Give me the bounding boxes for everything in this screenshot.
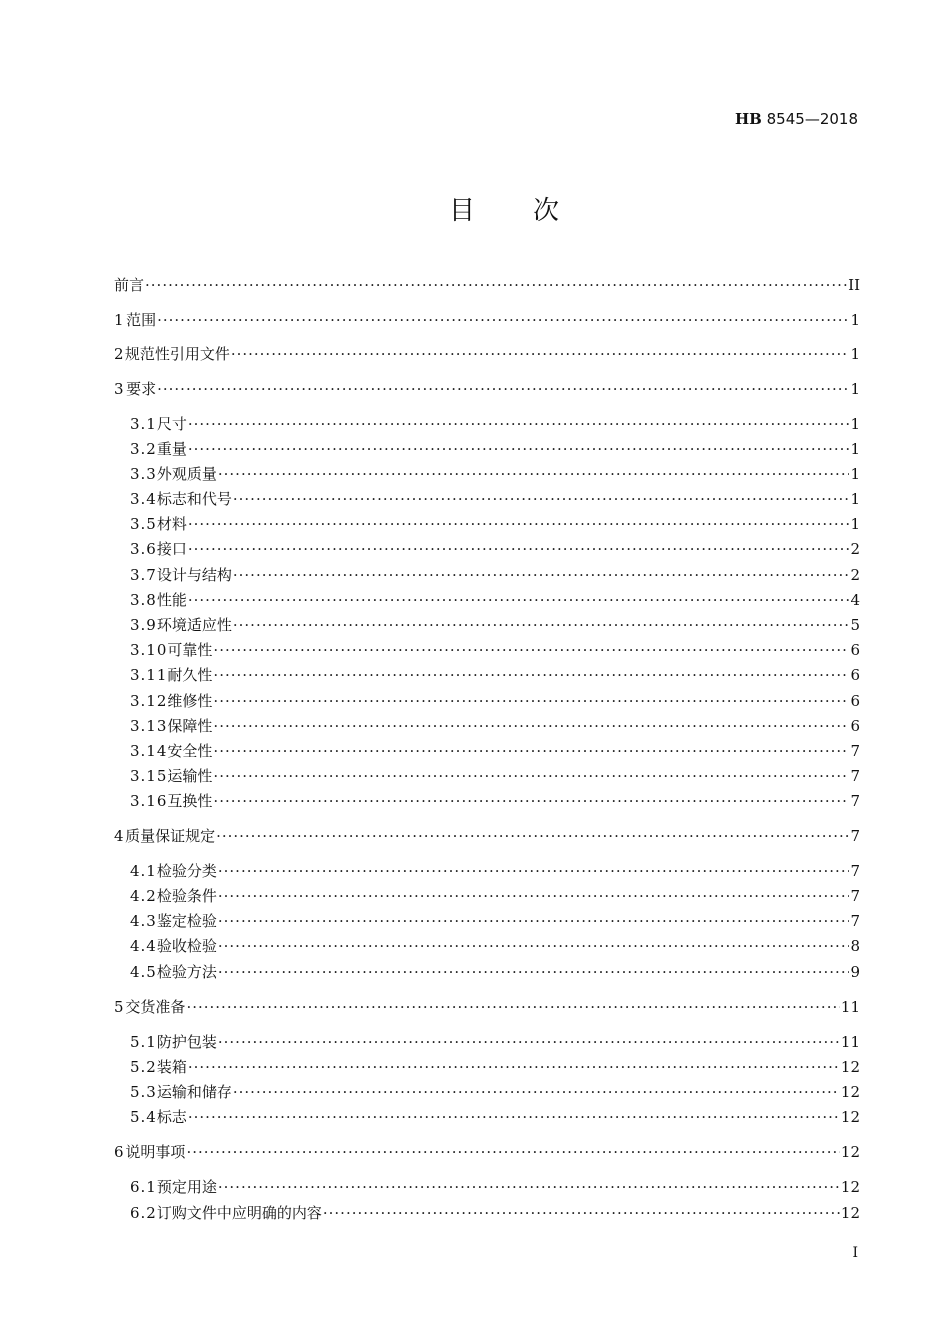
toc-entry-page: 1 xyxy=(850,345,860,363)
toc-dot-leader xyxy=(323,1202,840,1224)
toc-entry-number: 1 xyxy=(114,311,125,329)
toc-entry-label: 鉴定检验 xyxy=(156,912,217,930)
toc-entry-label: 保障性 xyxy=(167,717,213,735)
toc-entry-number: 5.3 xyxy=(130,1083,157,1101)
toc-entry-number: 3.12 xyxy=(130,692,168,710)
toc-entry-page: 1 xyxy=(850,415,860,433)
toc-entry[interactable] xyxy=(130,740,860,762)
toc-dot-leader xyxy=(218,910,850,932)
toc-entry[interactable] xyxy=(114,274,860,296)
toc-entry-number: 4.4 xyxy=(130,937,157,955)
toc-entry-number: 5 xyxy=(114,998,125,1016)
toc-entry[interactable] xyxy=(130,1202,860,1224)
toc-entry[interactable] xyxy=(114,343,860,365)
toc-entry-page: 11 xyxy=(840,1033,860,1051)
toc-dot-leader xyxy=(188,1056,840,1078)
toc-entry-page: 7 xyxy=(850,827,860,845)
toc-entry-page: 1 xyxy=(850,465,860,483)
toc-entry-page: 7 xyxy=(850,862,860,880)
toc-dot-leader xyxy=(213,765,849,787)
toc-dot-leader xyxy=(213,740,849,762)
toc-entry-page: 7 xyxy=(850,887,860,905)
toc-entry-number: 2 xyxy=(114,345,125,363)
toc-entry-page: 6 xyxy=(850,692,860,710)
toc-entry-page: 5 xyxy=(850,616,860,634)
toc-entry-label: 检验分类 xyxy=(156,862,217,880)
toc-entry-number: 5.4 xyxy=(130,1108,157,1126)
toc-entry[interactable] xyxy=(130,935,860,957)
standard-prefix: HB xyxy=(735,110,762,128)
toc-entry-page: 6 xyxy=(850,641,860,659)
toc-entry-number: 3.15 xyxy=(130,767,168,785)
toc-entry[interactable] xyxy=(130,538,860,560)
toc-entry-page: 6 xyxy=(850,717,860,735)
toc-entry-number: 3.16 xyxy=(130,792,168,810)
toc-entry-label: 订购文件中应明确的内容 xyxy=(156,1204,322,1222)
toc-entry[interactable] xyxy=(130,910,860,932)
toc-dot-leader xyxy=(186,996,839,1018)
toc-entry-number: 3.10 xyxy=(130,641,168,659)
toc-entry-label: 性能 xyxy=(156,591,187,609)
toc-entry[interactable] xyxy=(130,715,860,737)
toc-entry-page: 12 xyxy=(840,1083,860,1101)
toc-entry-number: 5.1 xyxy=(130,1033,157,1051)
toc-entry-page: 4 xyxy=(850,591,860,609)
toc-entry-label: 耐久性 xyxy=(167,666,213,684)
toc-entry[interactable] xyxy=(130,1176,860,1198)
toc-dot-leader xyxy=(188,413,850,435)
toc-dot-leader xyxy=(233,614,850,636)
toc-dot-leader xyxy=(218,935,850,957)
toc-entry[interactable] xyxy=(130,639,860,661)
toc-entry-page: 12 xyxy=(840,1204,860,1222)
standard-code: 8545—2018 xyxy=(766,110,858,128)
toc-dot-leader xyxy=(216,825,849,847)
toc-entry-number: 5.2 xyxy=(130,1058,157,1076)
toc-dot-leader xyxy=(218,1176,840,1198)
toc-entry[interactable] xyxy=(114,825,860,847)
toc-entry-number: 4.1 xyxy=(130,862,157,880)
toc-entry-label: 运输性 xyxy=(167,767,213,785)
toc-entry-label: 前言 xyxy=(114,276,145,294)
toc-entry[interactable] xyxy=(130,564,860,586)
toc-dot-leader xyxy=(231,343,850,365)
toc-entry-number: 3.11 xyxy=(130,666,168,684)
toc-entry-page: 1 xyxy=(850,440,860,458)
toc-entry-label: 材料 xyxy=(156,515,187,533)
toc-entry-page: 1 xyxy=(850,380,860,398)
toc-entry-page: 12 xyxy=(840,1178,860,1196)
page-title: 目次 xyxy=(448,196,617,226)
toc-dot-leader xyxy=(218,885,850,907)
toc-dot-leader xyxy=(213,639,849,661)
toc-dot-leader xyxy=(157,309,849,331)
toc-entry-number: 6.1 xyxy=(130,1178,157,1196)
toc-entry-page: 2 xyxy=(850,566,860,584)
toc-entry[interactable] xyxy=(130,589,860,611)
toc-entry-page: 12 xyxy=(840,1058,860,1076)
toc-entry[interactable] xyxy=(114,996,860,1018)
toc-dot-leader xyxy=(213,790,849,812)
toc-entry[interactable] xyxy=(114,1141,860,1163)
toc-dot-leader xyxy=(218,463,850,485)
toc-entry-number: 3.7 xyxy=(130,566,157,584)
toc-entry-number: 4.5 xyxy=(130,963,157,981)
toc-entry-label: 标志和代号 xyxy=(156,490,232,508)
toc-dot-leader xyxy=(145,274,847,296)
toc-dot-leader xyxy=(213,664,849,686)
toc-entry-label: 可靠性 xyxy=(167,641,213,659)
toc-entry[interactable] xyxy=(130,1031,860,1053)
toc-dot-leader xyxy=(233,564,850,586)
toc-entry-label: 设计与结构 xyxy=(156,566,232,584)
toc-dot-leader xyxy=(218,961,850,983)
toc-entry-label: 运输和储存 xyxy=(156,1083,232,1101)
toc-entry-label: 接口 xyxy=(156,540,187,558)
toc-entry-page: 7 xyxy=(850,742,860,760)
toc-entry-number: 4.2 xyxy=(130,887,157,905)
toc-entry-number: 3 xyxy=(114,380,125,398)
toc-entry-number: 3.9 xyxy=(130,616,157,634)
toc-entry-label: 交货准备 xyxy=(125,998,186,1016)
toc-entry[interactable] xyxy=(130,664,860,686)
toc-entry-number: 4.3 xyxy=(130,912,157,930)
toc-entry-label: 重量 xyxy=(156,440,187,458)
toc-entry-page: 2 xyxy=(850,540,860,558)
toc-entry[interactable] xyxy=(130,413,860,435)
toc-entry-page: 1 xyxy=(850,515,860,533)
toc-entry-page: 7 xyxy=(850,792,860,810)
toc-entry-number: 3.6 xyxy=(130,540,157,558)
toc-entry[interactable] xyxy=(130,1106,860,1128)
toc-entry[interactable] xyxy=(114,378,860,400)
toc-entry-label: 维修性 xyxy=(167,692,213,710)
toc-entry-label: 装箱 xyxy=(156,1058,187,1076)
toc-entry-page: 6 xyxy=(850,666,860,684)
toc-dot-leader xyxy=(188,538,850,560)
toc-entry-label: 安全性 xyxy=(167,742,213,760)
toc-entry-label: 质量保证规定 xyxy=(125,827,216,845)
toc-entry-label: 尺寸 xyxy=(156,415,187,433)
toc-entry-label: 范围 xyxy=(126,311,157,329)
toc-entry[interactable] xyxy=(130,765,860,787)
toc-entry-page: 8 xyxy=(850,937,860,955)
toc-entry[interactable] xyxy=(130,513,860,535)
toc-entry-label: 规范性引用文件 xyxy=(124,345,230,363)
toc-entry[interactable] xyxy=(130,690,860,712)
toc-entry[interactable] xyxy=(130,614,860,636)
toc-entry-label: 防护包装 xyxy=(156,1033,217,1051)
toc-entry[interactable] xyxy=(114,309,860,331)
toc-dot-leader xyxy=(218,1031,840,1053)
toc-entry-page: 7 xyxy=(850,767,860,785)
toc-entry-label: 预定用途 xyxy=(156,1178,217,1196)
toc-entry-label: 说明事项 xyxy=(125,1143,186,1161)
toc-entry-page: 12 xyxy=(840,1108,860,1126)
toc-entry[interactable] xyxy=(130,463,860,485)
toc-entry-page: 11 xyxy=(840,998,860,1016)
toc-dot-leader xyxy=(218,860,850,882)
toc-entry[interactable] xyxy=(130,885,860,907)
toc-dot-leader xyxy=(188,589,850,611)
toc-entry[interactable] xyxy=(130,1056,860,1078)
toc-entry-number: 3.8 xyxy=(130,591,157,609)
toc-entry-page: II xyxy=(848,276,860,294)
toc-entry-label: 互换性 xyxy=(167,792,213,810)
toc-entry-label: 验收检验 xyxy=(156,937,217,955)
toc-entry-label: 检验方法 xyxy=(156,963,217,981)
toc-dot-leader xyxy=(233,488,850,510)
toc-dot-leader xyxy=(186,1141,839,1163)
toc-entry-label: 要求 xyxy=(126,380,157,398)
toc-entry[interactable] xyxy=(130,790,860,812)
toc-entry-number: 3.14 xyxy=(130,742,168,760)
toc-entry[interactable] xyxy=(130,860,860,882)
standard-number xyxy=(735,110,858,128)
toc-entry-label: 环境适应性 xyxy=(156,616,232,634)
toc-entry[interactable] xyxy=(130,438,860,460)
footer-page-number: I xyxy=(852,1245,858,1261)
toc-entry-label: 外观质量 xyxy=(156,465,217,483)
toc-dot-leader xyxy=(188,1106,840,1128)
toc-entry-number: 3.5 xyxy=(130,515,157,533)
toc-entry-label: 标志 xyxy=(156,1108,187,1126)
toc-entry-number: 3.4 xyxy=(130,490,157,508)
toc-entry-number: 3.13 xyxy=(130,717,168,735)
toc-entry-page: 1 xyxy=(850,311,860,329)
toc-entry-number: 6.2 xyxy=(130,1204,157,1222)
toc-dot-leader xyxy=(233,1081,840,1103)
toc-dot-leader xyxy=(213,690,849,712)
toc-dot-leader xyxy=(188,513,850,535)
toc-entry-page: 12 xyxy=(840,1143,860,1161)
toc-entry-number: 6 xyxy=(114,1143,125,1161)
toc-entry-number: 3.2 xyxy=(130,440,157,458)
toc-entry-page: 9 xyxy=(850,963,860,981)
toc-entry-number: 3.1 xyxy=(130,415,157,433)
toc-entry-number: 3.3 xyxy=(130,465,157,483)
toc-entry[interactable] xyxy=(130,1081,860,1103)
toc-dot-leader xyxy=(157,378,849,400)
toc-dot-leader xyxy=(188,438,850,460)
toc-entry[interactable] xyxy=(130,961,860,983)
toc-entry-page: 7 xyxy=(850,912,860,930)
toc-entry-page: 1 xyxy=(850,490,860,508)
toc-entry[interactable] xyxy=(130,488,860,510)
toc-entry-label: 检验条件 xyxy=(156,887,217,905)
toc-entry-number: 4 xyxy=(114,827,125,845)
toc-dot-leader xyxy=(213,715,849,737)
